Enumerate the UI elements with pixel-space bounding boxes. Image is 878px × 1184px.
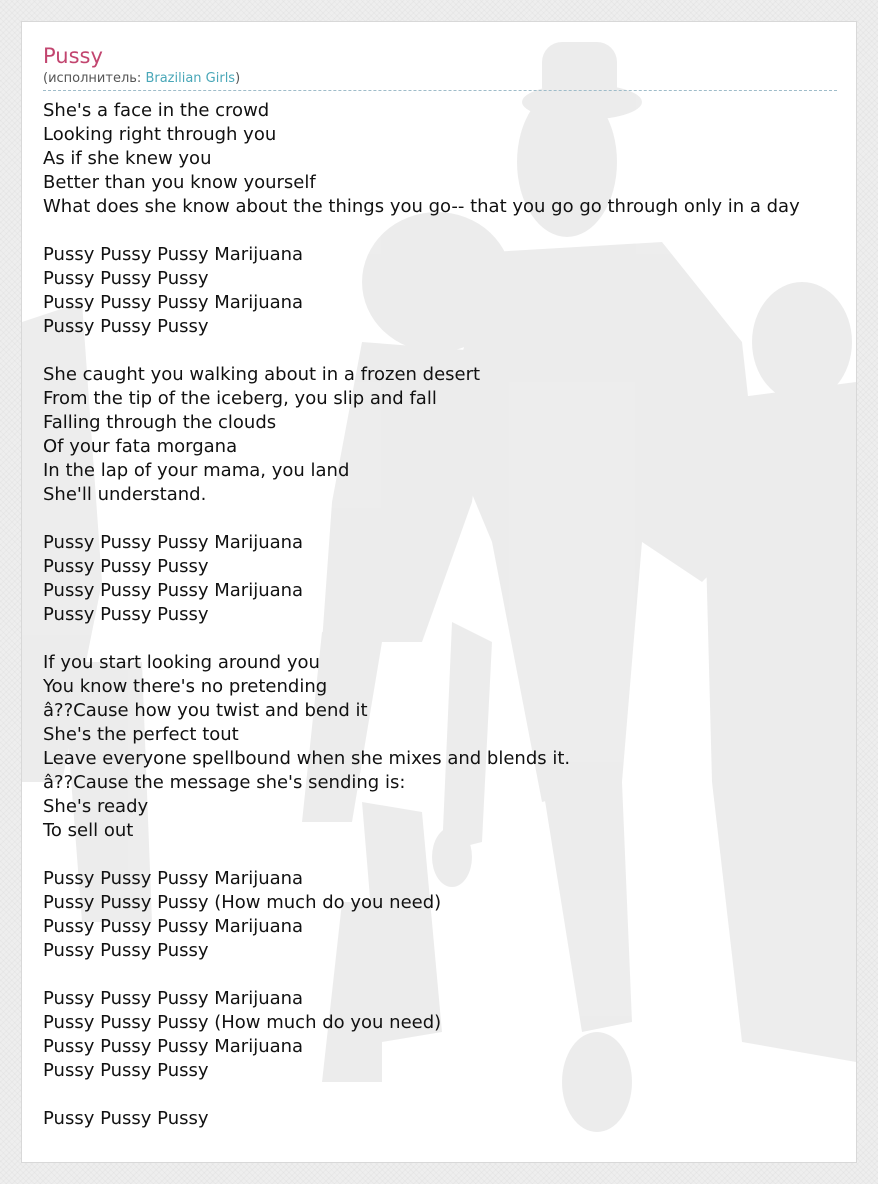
lyrics-stanza [43,651,843,843]
lyric-line: She's ready [43,796,149,817]
song-title: Pussy [43,44,103,68]
lyric-line: Pussy Pussy Pussy (How much do you need) [43,892,442,913]
artist-link[interactable]: Brazilian Girls [145,71,236,86]
lyric-line: Pussy Pussy Pussy [43,940,209,961]
lyric-line: â??Cause how you twist and bend it [43,700,368,721]
lyrics-stanza [43,99,843,219]
lyrics-stanza [43,243,843,339]
lyric-line: Pussy Pussy Pussy Marijuana [43,292,304,313]
lyric-line: Pussy Pussy Pussy Marijuana [43,988,304,1009]
lyrics-stanza [43,867,843,963]
lyric-line: Pussy Pussy Pussy Marijuana [43,916,304,937]
lyric-line: In the lap of your mama, you land [43,460,350,481]
lyric-line: She caught you walking about in a frozen desert [43,364,481,385]
lyrics-card [21,21,857,1163]
artist-suffix: ) [235,71,241,86]
lyric-line: To sell out [43,820,134,841]
lyric-line: You know there's no pretending [43,676,328,697]
lyric-line: Pussy Pussy Pussy [43,268,209,289]
lyrics-stanza [43,531,843,627]
lyric-line: Pussy Pussy Pussy Marijuana [43,1036,304,1057]
artist-line [43,70,843,88]
lyric-line: Pussy Pussy Pussy Marijuana [43,868,304,889]
lyric-line: She's the perfect tout [43,724,239,745]
lyric-line: Falling through the clouds [43,412,277,433]
lyric-line: Looking right through you [43,124,277,145]
song-content [43,42,843,1155]
lyric-line: Leave everyone spellbound when she mixes and blends it. [43,748,571,769]
lyric-line: She'll understand. [43,484,207,505]
lyric-line: Better than you know yourself [43,172,316,193]
lyric-line: As if she knew you [43,148,212,169]
lyrics-stanza [43,363,843,507]
lyric-line: â??Cause the message she's sending is: [43,772,406,793]
lyrics-stanza [43,1107,843,1131]
lyric-line: She's a face in the crowd [43,100,270,121]
lyric-line: Pussy Pussy Pussy [43,556,209,577]
lyric-line: Pussy Pussy Pussy Marijuana [43,244,304,265]
title-divider [43,90,837,91]
lyrics-stanza [43,987,843,1083]
lyric-line: Of your fata morgana [43,436,238,457]
lyric-line: Pussy Pussy Pussy [43,1060,209,1081]
lyric-line: If you start looking around you [43,652,320,673]
lyric-line: Pussy Pussy Pussy (How much do you need) [43,1012,442,1033]
artist-prefix: (исполнитель: [43,71,146,86]
lyric-line: Pussy Pussy Pussy [43,316,209,337]
lyric-line: Pussy Pussy Pussy [43,1108,209,1129]
lyric-line: From the tip of the iceberg, you slip and fall [43,388,437,409]
lyric-line: What does she know about the things you go-- that you go go through only in a day [43,196,800,217]
lyric-line: Pussy Pussy Pussy Marijuana [43,580,304,601]
lyrics-body [43,99,843,1131]
lyric-line: Pussy Pussy Pussy [43,604,209,625]
lyric-line: Pussy Pussy Pussy Marijuana [43,532,304,553]
